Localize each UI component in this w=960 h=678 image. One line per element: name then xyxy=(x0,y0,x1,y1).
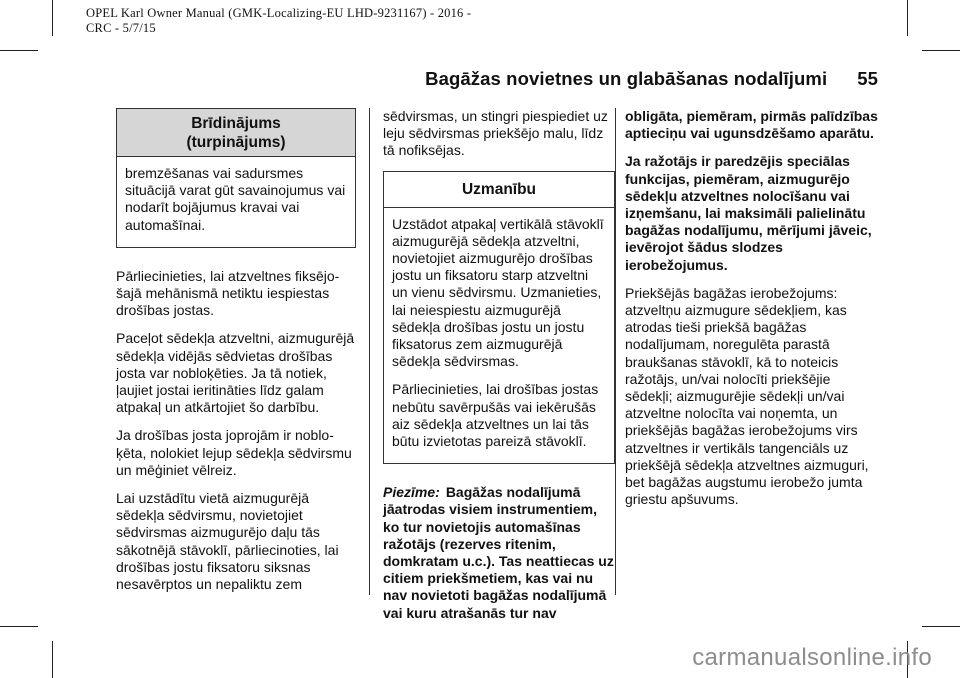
document-meta xyxy=(86,6,556,36)
paragraph: Paceļot sēdekļa atzveltni, aizmugurējā sēdekļa vidējās sēdvietas drošības josta var nobloķēties. Ja tā notiek, ļaujiet jostai ieritināties līdz galam atpakaļ un atkārtojiet šo darbību. xyxy=(116,330,355,416)
note xyxy=(383,484,615,622)
caution-box-body xyxy=(384,208,614,464)
paragraph: Ja drošības josta joprojām ir nobloķēta, nolokiet lejup sēdekļa sēdvirsmu un mēģiniet vēlreiz. xyxy=(116,427,352,478)
column-1 xyxy=(116,108,356,604)
warning-title: Brīdinājums xyxy=(191,115,281,132)
crop-mark-left-bottom xyxy=(0,626,38,627)
document-meta-line1: OPEL Karl Owner Manual (GMK-Localizing-EU LHD-9231167) - 2016 - xyxy=(86,6,472,20)
column-3 xyxy=(625,108,879,519)
paragraph-bold: Ja ražotājs ir paredzējis speciālas funkcijas, piemēram, aizmugurējo sēdekļu atzveltnes nolocīšanu vai izņemšanu, lai maksimāli palielinātu bagāžas nodalījumu, mērījumi jāveic, ievērojot šādus slodzes ierobežojumus. xyxy=(625,153,872,273)
crop-mark-right-bottom xyxy=(922,626,960,627)
note-text: Bagāžas nodalījumā jāatrodas visiem instrumentiem, ko tur novietojis automašīnas ražotājs (rezerves ritenim, domkratam u.c.). Tas neattiecas uz citiem priekšmetiem, kas vai nu nav novietoti bagāžas nodalījumā vai kuru atrašanās tur nav xyxy=(383,484,614,621)
caution-text: Pārliecinieties, lai drošības jostas nebūtu savērpušās vai iekērušās aiz sēdekļa atzveltnes un lai tās būtu izvietotas pareizā stāvoklī. xyxy=(392,381,599,450)
warning-box xyxy=(116,108,356,248)
section-title: Bagāžas novietnes un glabāšanas nodalījumi xyxy=(425,68,828,89)
crop-mark-top-right xyxy=(907,0,908,36)
crop-mark-left-top xyxy=(0,50,38,51)
running-head xyxy=(425,68,878,90)
paragraph: sēdvirsmas, un stingri piespiediet uz leju sēdvirsmas priekšējo malu, līdz tā nofiksējas. xyxy=(383,108,608,159)
caution-box-title: Uzmanību xyxy=(384,172,614,208)
warning-box-title xyxy=(117,109,355,157)
crop-mark-top-left xyxy=(52,0,53,36)
column-divider-2 xyxy=(615,108,616,595)
column-divider-1 xyxy=(369,108,370,595)
column-2 xyxy=(383,108,615,633)
crop-mark-right-top xyxy=(922,50,960,51)
page-number: 55 xyxy=(857,68,878,89)
paragraph-bold: obligāta, piemēram, pirmās palīdzības aptieciņu vai ugunsdzēšamo aparātu. xyxy=(625,108,878,142)
caution-box xyxy=(383,171,615,465)
note-label: Piezīme: xyxy=(383,484,440,501)
warning-text: bremzēšanas vai sadursmes situācijā varat gūt savainojumus vai nodarīt bojājumus kravai vai automašīnai. xyxy=(125,165,346,233)
warning-box-body xyxy=(117,157,355,247)
watermark: carmanualsonline.info xyxy=(692,644,932,671)
document-meta-line2: CRC - 5/7/15 xyxy=(86,21,156,35)
paragraph: Priekšējās bagāžas ierobežojums: atzveltņu aizmugure sēdekļiem, kas atrodas tieši priekšā bagāžas nodalījumam, noregulēta parastā braukšanas stāvoklī, kā to noteicis ražotājs, un/vai nolocīti priekšējie sēdekļi; aizmugurējie sēdekļi un/vai atzveltne nolocīta vai noņemta, un priekšējās bagāžas ierobežojums virs atzveltnes ir vertikāls tangenciāls uz priekšējā sēdekļa atzveltnes aizmuguri, bet bagāžas augstumu ierobežo jumta griestu apšuvums. xyxy=(625,284,869,508)
crop-mark-bottom-left xyxy=(52,641,53,678)
paragraph: Lai uzstādītu vietā aizmugurējā sēdekļa sēdvirsmu, novietojiet sēdvirsmas aizmugurējo daļu tās sākotnējā stāvoklī, pārliecinoties, lai drošības jostu fiksatoru siksnas nesavērptos un nepaliktu zem xyxy=(116,490,339,593)
caution-text: Uzstādot atpakaļ vertikālā stāvoklī aizmugurējā sēdekļa atzveltni, novietojiet aizmugurējo drošības jostu un fiksatoru starp atzveltni un vienu sēdvirsmu. Uzmanieties, lai neiespiestu aizmugurējā sēdekļa drošības jostu un jostu fiksatorus zem aizmugurējā sēdekļa sēdvirsmas. xyxy=(392,215,604,370)
warning-title-continued: (turpinājums) xyxy=(186,134,286,151)
paragraph: Pārliecinieties, lai atzveltnes fiksējošajā mehānismā netiktu iespiestas drošības jostas. xyxy=(116,267,340,319)
